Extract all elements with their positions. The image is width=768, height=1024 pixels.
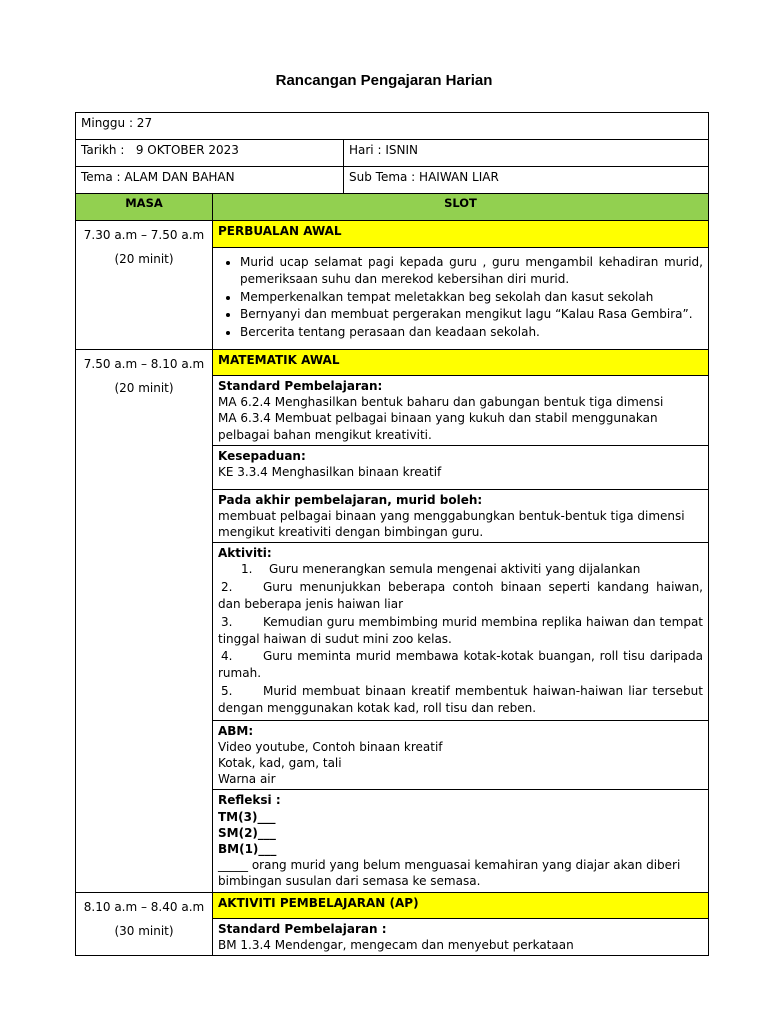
activity-list (218, 561, 703, 716)
kesepaduan-label: Kesepaduan: (218, 448, 306, 463)
activity-number: 5. (221, 684, 233, 699)
abm-label: ABM: (218, 723, 254, 738)
refleksi-bm: BM(1)___ (218, 841, 277, 856)
hari-cell: Hari : ISNIN (344, 140, 709, 167)
slot2-heading: MATEMATIK AWAL (213, 349, 709, 375)
slot1-bullet-list (218, 254, 703, 341)
subtema-cell: Sub Tema : HAIWAN LIAR (344, 167, 709, 194)
list-item (218, 683, 703, 717)
abm-line: Warna air (218, 772, 276, 787)
list-item: • Murid ucap selamat pagi kepada guru , guru mengambil kehadiran murid, pemeriksaan suhu dan merekod kebersihan diri murid. (240, 254, 703, 288)
row-minggu (76, 113, 709, 140)
list-item (218, 614, 703, 648)
sp-line: MA 6.3.4 Membuat pelbagai binaan yang kukuh dan stabil menggunakan pelbagai bahan mengikut kreativiti. (218, 411, 658, 442)
list-item: • Bercerita tentang perasaan dan keadaan sekolah. (240, 324, 703, 341)
activity-text: Guru menunjukkan beberapa contoh binaan seperti kandang haiwan, dan beberapa jenis haiwan liar (218, 580, 703, 612)
refleksi-sm: SM(2)___ (218, 825, 276, 840)
refleksi-label: Refleksi : (218, 793, 281, 808)
activity-number: 3. (221, 614, 233, 629)
slot1-heading: PERBUALAN AWAL (213, 221, 709, 248)
tarikh-cell: Tarikh : 9 OKTOBER 2023 (76, 140, 344, 167)
slot1-duration: (20 minit) (114, 252, 174, 267)
activity-text: Kemudian guru membimbing murid membina replika haiwan dan tempat tinggal haiwan di sudut mini zoo kelas. (218, 614, 703, 646)
activity-text: Guru meminta murid membawa kotak-kotak buangan, roll tisu daripada rumah. (218, 649, 703, 681)
standard-pembelajaran-label: Standard Pembelajaran : (218, 921, 387, 936)
slot3-heading-row (76, 892, 709, 918)
refleksi-note: _____ orang murid yang belum menguasai kemahiran yang diajar akan diberi bimbingan susulan dari semasa ke semasa. (218, 858, 681, 889)
slot3-duration: (30 minit) (114, 923, 174, 938)
minggu-cell: Minggu : 27 (76, 113, 709, 140)
activity-text: Murid membuat binaan kreatif membentuk haiwan-haiwan liar tersebut dengan menggunakan kotak kad, roll tisu dan reben. (218, 684, 703, 715)
list-item (218, 648, 703, 682)
slot2-sp-cell (213, 375, 709, 445)
activity-number: 1. (241, 562, 253, 577)
row-tarikh (76, 140, 709, 167)
masa-header: MASA (76, 194, 213, 221)
slot1-time-cell (76, 221, 213, 350)
slot-header: SLOT (213, 194, 709, 221)
slot2-kesepaduan-cell (213, 445, 709, 489)
list-item (218, 561, 703, 578)
sp-line: BM 1.3.4 Mendengar, mengecam dan menyebut perkataan (218, 937, 574, 952)
slot2-time-cell (76, 349, 213, 892)
header-row (76, 194, 709, 221)
slot3-time: 8.10 a.m – 8.40 a.m (83, 899, 205, 914)
activity-text: Guru menerangkan semula mengenai aktiviti yang dijalankan (269, 562, 641, 577)
aktiviti-label: Aktiviti: (218, 546, 272, 561)
slot2-abm-cell (213, 720, 709, 790)
row-tema (76, 167, 709, 194)
slot1-heading-row (76, 221, 709, 248)
slot1-content (213, 248, 709, 350)
sp-line: MA 6.2.4 Menghasilkan bentuk baharu dan gabungan bentuk tiga dimensi (218, 395, 664, 410)
slot2-heading-row (76, 349, 709, 375)
list-item: • Memperkenalkan tempat meletakkan beg sekolah dan kasut sekolah (240, 289, 703, 306)
slot2-time: 7.50 a.m – 8.10 a.m (83, 356, 205, 371)
slot2-objective-cell (213, 489, 709, 543)
list-item: • Bernyanyi dan membuat pergerakan mengikut lagu “Kalau Rasa Gembira”. (240, 306, 703, 323)
slot2-refleksi-cell (213, 790, 709, 892)
objective-text: membuat pelbagai binaan yang menggabungkan bentuk-bentuk tiga dimensi mengikut kreativiti dengan bimbingan guru. (218, 508, 685, 540)
objective-label: Pada akhir pembelajaran, murid boleh: (218, 492, 483, 507)
refleksi-tm: TM(3)___ (218, 809, 276, 824)
abm-line: Kotak, kad, gam, tali (218, 756, 342, 771)
activity-number: 4. (221, 649, 233, 664)
kesepaduan-text: KE 3.3.4 Menghasilkan binaan kreatif (218, 464, 442, 479)
slot2-duration: (20 minit) (114, 381, 174, 396)
slot1-time: 7.30 a.m – 7.50 a.m (83, 228, 205, 242)
lesson-plan-table (75, 112, 709, 956)
slot3-heading: AKTIVITI PEMBELAJARAN (AP) (213, 892, 709, 918)
slot3-time-cell (76, 892, 213, 955)
list-item (218, 579, 703, 613)
abm-line: Video youtube, Contoh binaan kreatif (218, 739, 443, 754)
slot2-aktiviti-cell (213, 543, 709, 720)
standard-pembelajaran-label: Standard Pembelajaran: (218, 378, 383, 393)
document-title: Rancangan Pengajaran Harian (275, 72, 493, 89)
tema-cell: Tema : ALAM DAN BAHAN (76, 167, 344, 194)
activity-number: 2. (221, 580, 233, 595)
slot3-sp-cell (213, 918, 709, 955)
